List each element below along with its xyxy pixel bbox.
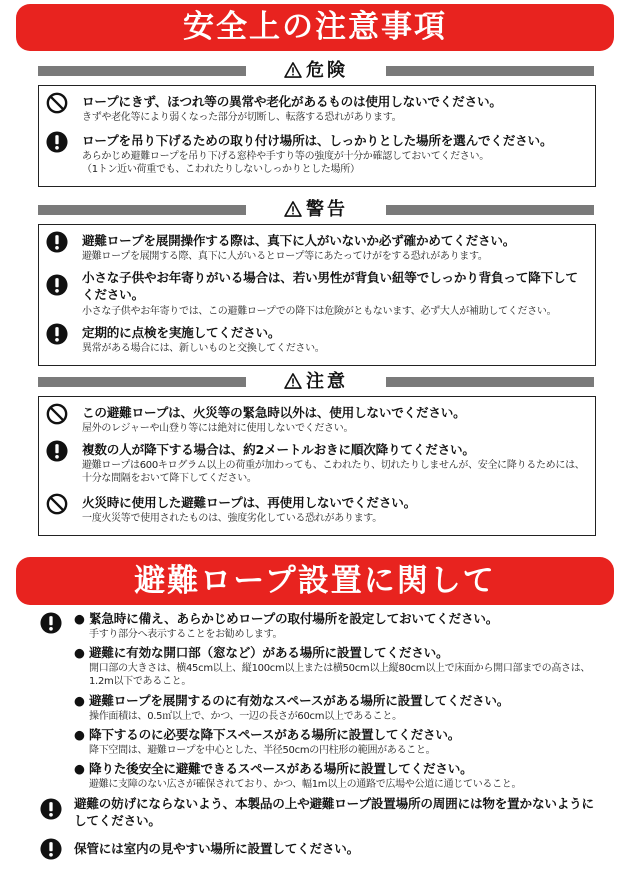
rope-bullet-heading-text: 降りた後安全に避難できるスペースがある場所に設置してください。 (89, 761, 473, 776)
rope-bullet-detail: 開口部の大きさは、横45cm以上、縦100cm以上または横50cm以上縦80cm以上で床面から開口部までの高さは、1.2m以下であること。 (89, 663, 591, 687)
rope-bullet-heading-text: 降下するのに必要な降下スペースがある場所に設置してください。 (89, 727, 461, 742)
caution-item-detail: 避難ロープは600キログラム以上の荷重が加わっても、こわれたり、切れたりしませんが、安全に降りるためには、十分な間隔をおいて降下してください。 (82, 460, 585, 484)
caution-item-detail: 一度火災等で使用されたものは、強度劣化している恐れがあります。 (82, 513, 382, 524)
warning-title: 警告 (306, 199, 348, 220)
danger-item-detail: あらかじめ避難ロープを吊り下げる窓枠や手すり等の強度が十分か確認しておいてください。 (82, 151, 489, 162)
danger-section-header (38, 61, 594, 81)
warning-item-detail: 小さな子供やお年寄りでは、この避難ロープでの降下は危険がともないます、必ず大人が補助してください。 (82, 306, 557, 317)
danger-box (38, 85, 596, 187)
danger-item-heading: ロープにきず、ほつれ等の異常や老化があるものは使用しないでください。 (82, 94, 502, 109)
bullet-dot: ● (74, 645, 85, 660)
page-title: 安全上の注意事項 (16, 4, 614, 51)
caution-section-header (38, 372, 594, 392)
rope-extra-heading: 保管には室内の見やすい場所に設置してください。 (74, 841, 360, 856)
rope-bullet-heading-text: 避難に有効な開口部（窓など）がある場所に設置してください。 (89, 645, 449, 660)
rope-bullet-heading (74, 726, 460, 743)
caution-box (38, 396, 596, 536)
caution-title: 注意 (306, 371, 348, 392)
caution-item-detail: 屋外のレジャーや山登り等には絶対に使用しないでください。 (82, 423, 354, 434)
bullet-dot: ● (74, 727, 85, 742)
warning-section-header (38, 200, 594, 220)
exclamation-icon (40, 612, 62, 634)
prohibition-icon (46, 92, 68, 114)
exclamation-icon (46, 274, 68, 296)
danger-item-detail: きずや老化等により弱くなった部分が切断し、転落する恐れがあります。 (82, 112, 402, 123)
exclamation-icon (46, 323, 68, 345)
bullet-dot: ● (74, 693, 85, 708)
rope-bullet-heading (74, 692, 509, 709)
rope-bullet-heading-text: 緊急時に備え、あらかじめロープの取付場所を設定しておいてください。 (89, 611, 499, 626)
warning-triangle-icon (284, 62, 302, 78)
exclamation-icon (46, 231, 68, 253)
rope-bullet-detail: 操作面積は、0.5㎡以上で、かつ、一辺の長さが60cm以上であること。 (89, 711, 402, 722)
rope-bullet-detail: 避難に支障のない広さが確保されており、かつ、幅1m以上の通路で広場や公道に通じていること。 (89, 779, 522, 790)
rope-bullet-heading (74, 644, 448, 661)
bullet-dot: ● (74, 761, 85, 776)
warning-triangle-icon (284, 373, 302, 389)
rope-section-title: 避難ロープ設置に関して (16, 557, 614, 605)
rope-bullet-heading (74, 760, 473, 777)
warning-item-detail: 避難ロープを展開する際、真下に人がいるとロープ等にあたってけがをする恐れがあります。 (82, 251, 488, 262)
prohibition-icon (46, 403, 68, 425)
exclamation-icon (46, 131, 68, 153)
prohibition-icon (46, 493, 68, 515)
exclamation-icon (40, 798, 62, 820)
warning-triangle-icon (284, 201, 302, 217)
warning-item-heading: 避難ロープを展開操作する際は、真下に人がいないか必ず確かめてください。 (82, 233, 516, 248)
rope-bullet-heading-text: 避難ロープを展開するのに有効なスペースがある場所に設置してください。 (89, 693, 510, 708)
warning-item-heading: 定期的に点検を実施してください。 (82, 325, 281, 340)
danger-title: 危険 (306, 60, 348, 81)
danger-item-detail-note: （1トン近い荷重でも、こわれたりしないしっかりとした場所） (82, 164, 360, 175)
caution-item-heading: この避難ロープは、火災等の緊急時以外は、使用しないでください。 (82, 405, 466, 420)
warning-item-heading: 小さな子供やお年寄りがいる場合は、若い男性が背負い紐等でしっかり背負って降下してください。 (82, 270, 578, 302)
exclamation-icon (46, 440, 68, 462)
rope-bullet-detail: 手すり部分へ表示することをお勧めします。 (89, 629, 283, 640)
bullet-dot: ● (74, 611, 85, 626)
warning-box (38, 224, 596, 366)
danger-item-heading: ロープを吊り下げるための取り付け場所は、しっかりとした場所を選んでください。 (82, 133, 553, 148)
rope-bullet-heading (74, 610, 498, 627)
exclamation-icon (40, 838, 62, 860)
rope-bullet-detail: 降下空間は、避難ロープを中心とした、半径50cmの円柱形の範囲があること。 (89, 745, 436, 756)
caution-item-heading: 複数の人が降下する場合は、約2メートルおきに順次降りてください。 (82, 442, 475, 457)
rope-installation-list (0, 610, 640, 872)
rope-extra-heading: 避難の妨げにならないよう、本製品の上や避難ロープ設置場所の周囲には物を置かないようにしてください。 (74, 796, 594, 828)
warning-item-detail: 異常がある場合には、新しいものと交換してください。 (82, 343, 325, 354)
caution-item-heading: 火災時に使用した避難ロープは、再使用しないでください。 (82, 495, 417, 510)
